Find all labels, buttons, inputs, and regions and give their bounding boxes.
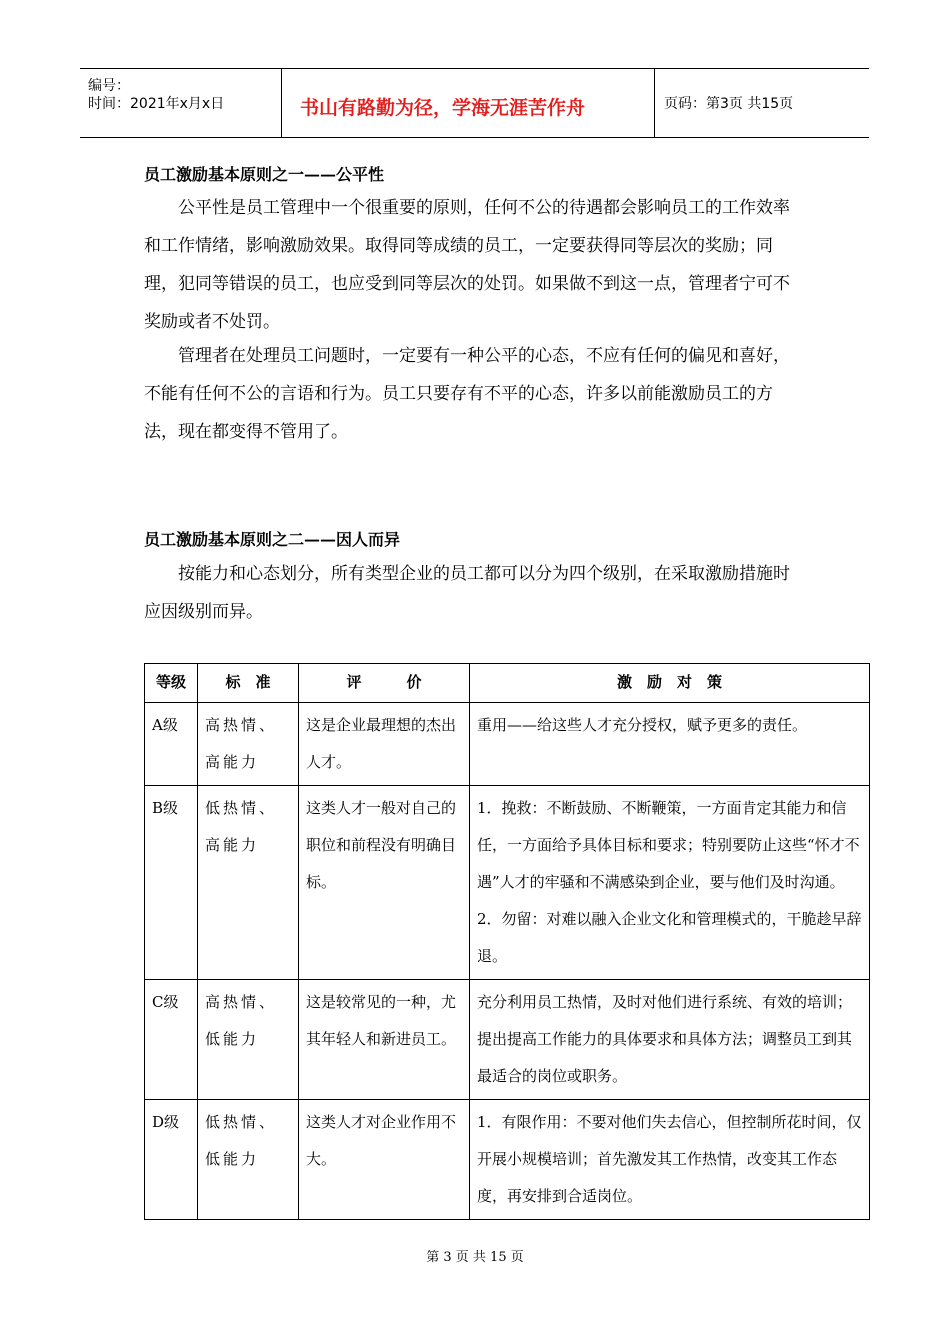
evaluation-cell: 这是企业最理想的杰出人才。 [299, 703, 470, 786]
header-level: 等级 [145, 664, 198, 703]
table-row [145, 786, 870, 980]
level-cell: B级 [145, 786, 198, 980]
strategy-item: 1．有限作用：不要对他们失去信心，但控制所花时间，仅开展小规模培训；首先激发其工作热情，改变其工作态度，再安排到合适岗位。 [477, 1113, 862, 1205]
strategy-item: 充分利用员工热情，及时对他们进行系统、有效的培训；提出提高工作能力的具体要求和具体方法；调整员工到其最适合的岗位或职务。 [477, 993, 853, 1085]
standard-cell: 高热情、高能力 [198, 703, 299, 786]
evaluation-cell: 这类人才对企业作用不大。 [299, 1100, 470, 1220]
document-number-label: 编号： [88, 78, 130, 94]
standard-cell: 低热情、高能力 [198, 786, 299, 980]
section1-title: 员工激励基本原则之一——公平性 [144, 165, 385, 184]
table-header-row [145, 664, 870, 703]
header-page-label: 页码：第3页 共15页 [664, 96, 794, 112]
strategy-cell [470, 1100, 870, 1220]
document-date-label: 时间：2021年x月x日 [88, 96, 225, 112]
section2-paragraph-1: 按能力和心态划分，所有类型企业的员工都可以分为四个级别，在采取激励措施时应因级别而异。 [144, 564, 790, 622]
standard-cell: 高热情、低能力 [198, 980, 299, 1100]
strategy-cell [470, 786, 870, 980]
strategy-item: 1．挽救：不断鼓励、不断鞭策，一方面肯定其能力和信任，一方面给予具体目标和要求；特别要防止这些“怀才不遇”人才的牢骚和不满感染到企业，要与他们及时沟通。 [477, 799, 860, 891]
header-strategy: 激 励 对 策 [470, 664, 870, 703]
table-row [145, 703, 870, 786]
strategy-cell [470, 980, 870, 1100]
header-evaluation: 评 价 [299, 664, 470, 703]
level-cell: A级 [145, 703, 198, 786]
strategy-item: 重用——给这些人才充分授权，赋予更多的责任。 [477, 716, 808, 734]
section1-paragraph-1: 公平性是员工管理中一个很重要的原则，任何不公的待遇都会影响员工的工作效率和工作情绪，影响激励效果。取得同等成绩的员工，一定要获得同等层次的奖励；同理，犯同等错误的员工，也应受到同等层次的处罚。如果做不到这一点，管理者宁可不奖励或者不处罚。 [144, 198, 790, 332]
table-row [145, 980, 870, 1100]
document-header [80, 68, 869, 138]
header-motto: 书山有路勤为径，学海无涯苦作舟 [300, 97, 586, 119]
table-row [145, 1100, 870, 1220]
strategy-cell [470, 703, 870, 786]
header-motto-cell [282, 69, 655, 137]
section2-title: 员工激励基本原则之二——因人而异 [144, 530, 401, 549]
employee-level-table [144, 663, 870, 1220]
evaluation-cell: 这是较常见的一种，尤其年轻人和新进员工。 [299, 980, 470, 1100]
strategy-item: 2．勿留：对难以融入企业文化和管理模式的，干脆趁早辞退。 [477, 910, 862, 965]
level-cell: D级 [145, 1100, 198, 1220]
evaluation-cell: 这类人才一般对自己的职位和前程没有明确目标。 [299, 786, 470, 980]
section1-paragraph-2: 管理者在处理员工问题时，一定要有一种公平的心态，不应有任何的偏见和喜好，不能有任何不公的言语和行为。员工只要存有不平的心态，许多以前能激励员工的方法，现在都变得不管用了。 [144, 346, 790, 442]
standard-cell: 低热情、低能力 [198, 1100, 299, 1220]
level-cell: C级 [145, 980, 198, 1100]
header-standard: 标 准 [198, 664, 299, 703]
page-footer: 第 3 页 共 15 页 [426, 1250, 524, 1265]
header-meta-cell [80, 69, 282, 137]
